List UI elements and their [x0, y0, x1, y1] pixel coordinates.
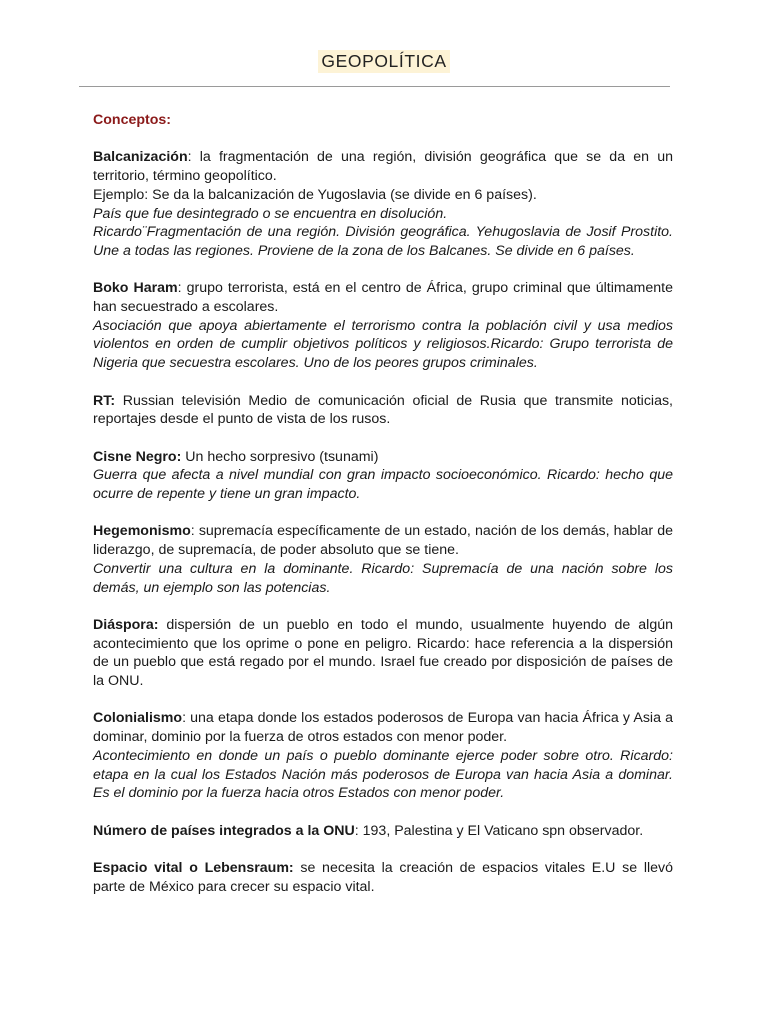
entry-note: Asociación que apoya abiertamente el terrorismo contra la población civil y usa medios violentos en orden de cumplir objetivos políticos y religiosos.Ricardo: Grupo terrorista de Nigeria que secuestra escolares. Uno de los peores grupos criminales. — [93, 317, 673, 372]
entry-espacio-vital — [93, 859, 673, 896]
title-divider — [79, 86, 670, 87]
entry-example: Ejemplo: Se da la balcanización de Yugoslavia (se divide en 6 países). — [93, 186, 537, 203]
entry-definition — [93, 148, 673, 185]
entry-definition — [93, 859, 673, 896]
entry-note: Ricardo¨Fragmentación de una región. División geográfica. Yehugoslavia de Josif Prostito. Une a todas las regiones. Proviene de la zona de los Balcanes. Se divide en 6 países. — [93, 224, 673, 259]
entry-term: Número de países integrados a la ONU — [93, 822, 355, 839]
entry-definition-text: : la fragmentación de una región, división geográfica que se da en un territorio, término geopolítico. — [93, 149, 673, 185]
entry-definition-text: : grupo terrorista, está en el centro de África, grupo criminal que últimamente han secuestrado a escolares. — [93, 280, 673, 315]
entry-diaspora — [93, 616, 673, 691]
entry-definition — [93, 448, 673, 467]
entry-note: Guerra que afecta a nivel mundial con gran impacto socioeconómico. Ricardo: hecho que ocurre de repente y tiene un gran impacto. — [93, 467, 673, 502]
entry-definition-text: Un hecho sorpresivo (tsunami) — [181, 448, 379, 465]
entry-hegemonismo — [93, 522, 673, 597]
entry-term: Cisne Negro: — [93, 448, 182, 465]
entry-definition-text: : supremacía específicamente de un estado, nación de los demás, hablar de liderazgo, de supremacía, de poder absoluto que se tiene. — [93, 523, 673, 559]
entry-definition-text: : 193, Palestina y El Vaticano spn observador. — [354, 822, 644, 839]
entry-definition — [93, 822, 673, 841]
entry-colonialismo — [93, 709, 673, 803]
entry-rt — [93, 392, 673, 429]
entry-term: Espacio vital o Lebensraum: — [93, 859, 294, 876]
entry-term: Balcanización — [93, 149, 188, 166]
entry-note: Acontecimiento en donde un país o pueblo dominante ejerce poder sobre otro. Ricardo: etapa en la cual los Estados Nación más poderosos de Europa van hacia Asia a dominar. Es el dominio por la fuerza hacia otros Estados con menor poder. — [93, 747, 673, 802]
entry-definition — [93, 709, 673, 746]
entry-term: Diáspora: — [93, 616, 159, 633]
entry-definition — [93, 279, 673, 316]
entry-numero-paises-onu — [93, 822, 673, 841]
entry-definition — [93, 392, 673, 429]
document-title: GEOPOLÍTICA — [318, 50, 449, 73]
entry-term: RT: — [93, 392, 116, 409]
entry-term: Boko Haram — [93, 280, 178, 297]
title-wrap — [0, 50, 768, 73]
entry-balcanizacion — [93, 148, 673, 260]
entry-term: Colonialismo — [93, 710, 183, 727]
entry-note: Convertir una cultura en la dominante. Ricardo: Supremacía de una nación sobre los demás, un ejemplo son las potencias. — [93, 560, 673, 596]
entry-definition-text: se necesita la creación de espacios vitales E.U se llevó parte de México para crecer su espacio vital. — [93, 859, 673, 895]
document-body — [93, 111, 673, 915]
section-heading: Conceptos: — [93, 112, 172, 128]
entry-note: País que fue desintegrado o se encuentra en disolución. — [93, 205, 448, 222]
entry-definition-text: Russian televisión Medio de comunicación oficial de Rusia que transmite noticias, reportajes desde el punto de vista de los rusos. — [93, 392, 673, 428]
entry-definition-text: dispersión de un pueblo en todo el mundo, usualmente huyendo de algún acontecimiento que los oprime o pone en peligro. Ricardo: hace referencia a la dispersión de un pueblo que está regado por el mundo. Israel fue creado por disposición de países de la ONU. — [93, 616, 673, 689]
entry-definition — [93, 522, 673, 559]
entry-boko-haram — [93, 279, 673, 373]
entry-definition — [93, 616, 673, 691]
entry-term: Hegemonismo — [93, 523, 191, 540]
entry-cisne-negro — [93, 448, 673, 504]
entry-definition-text: : una etapa donde los estados poderosos de Europa van hacia África y Asia a dominar, dominio por la fuerza de otros estados con menor poder. — [93, 710, 673, 746]
